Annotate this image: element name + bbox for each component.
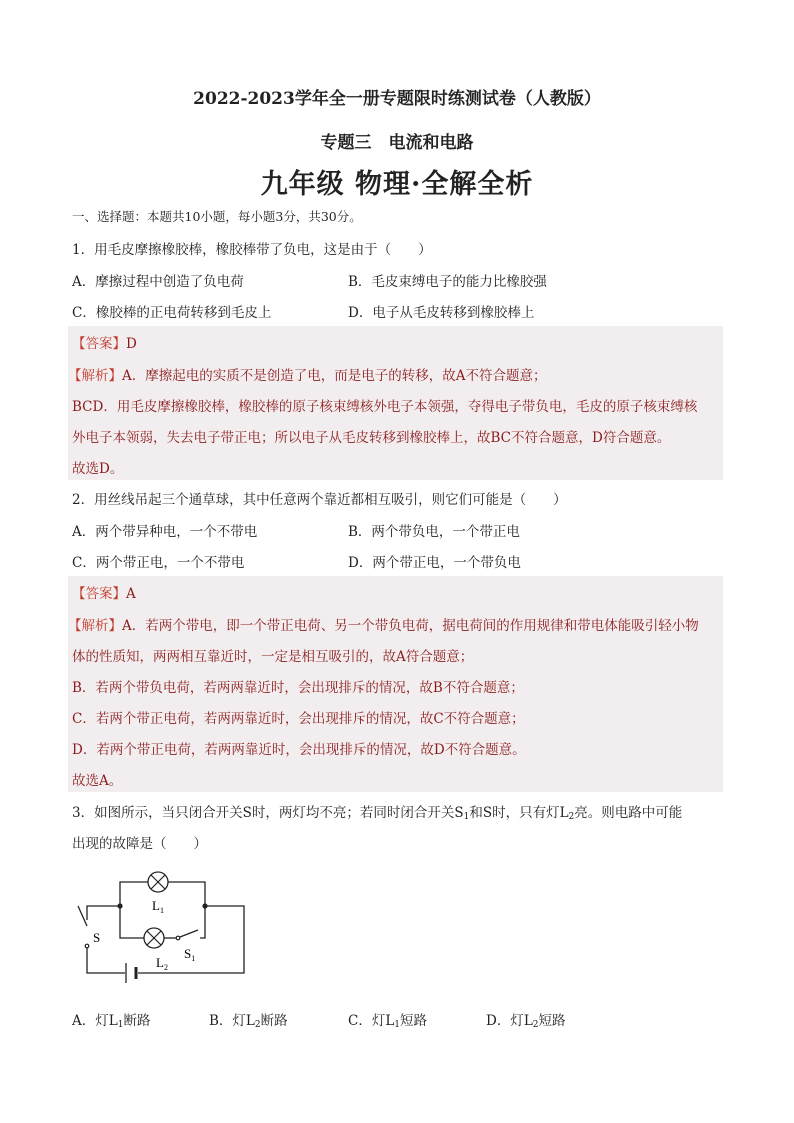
answer-label: 【答案】 xyxy=(72,586,126,602)
q1-option-c: C．橡胶棒的正电荷转移到毛皮上 xyxy=(72,305,272,321)
q2-analysis-line-5: D．若两个带正电荷，若两两靠近时，会出现排斥的情况，故D不符合题意。 xyxy=(72,742,526,758)
q2-analysis-line-6: 故选A。 xyxy=(72,773,123,789)
q1-option-d: D．电子从毛皮转移到橡胶棒上 xyxy=(348,305,535,321)
battery-icon xyxy=(126,963,136,983)
q3-option-d: D．灯$L_2$短路 xyxy=(486,1013,566,1030)
q3-stem-line-2: 出现的故障是（ ） xyxy=(72,836,207,852)
lamp-l1-icon xyxy=(148,872,168,892)
q1-stem: 1．用毛皮摩擦橡胶棒，橡胶棒带了负电，这是由于（ ） xyxy=(72,242,432,258)
circuit-diagram xyxy=(60,862,260,984)
label-l1: $L_1$ xyxy=(152,898,164,915)
q1-option-b: B．毛皮束缚电子的能力比橡胶强 xyxy=(348,274,547,290)
q2-analysis-line-3: B．若两个带负电荷，若两两靠近时，会出现排斥的情况，故B不符合题意； xyxy=(72,680,524,696)
label-s1: $S_1$ xyxy=(184,946,196,963)
section-heading: 一、选择题：本题共10小题，每小题3分，共30分。 xyxy=(72,209,362,224)
answer-label: 【答案】 xyxy=(72,336,126,352)
answer-value: A xyxy=(126,586,136,602)
q3-option-a: A．灯$L_1$断路 xyxy=(72,1013,151,1030)
topic-subtitle: 专题三 电流和电路 xyxy=(320,133,474,153)
exam-title: 2022-2023学年全一册专题限时练测试卷（人教版） xyxy=(193,89,601,109)
q2-option-d: D．两个带正电，一个带负电 xyxy=(348,555,521,571)
q1-analysis-line-1 xyxy=(68,364,547,384)
junction-right xyxy=(202,903,207,908)
q1-analysis-line-2: BCD．用毛皮摩擦橡胶棒，橡胶棒的原子核束缚核外电子本领强，夺得电子带负电，毛皮的原子核束缚核 xyxy=(72,399,698,415)
q1-analysis-line-3: 外电子本领弱，失去电子带正电；所以电子从毛皮转移到橡胶棒上，故BC不符合题意，D符合题意。 xyxy=(72,430,671,446)
main-title: 九年级 物理·全解全析 xyxy=(260,169,534,200)
q1-answer xyxy=(72,332,137,352)
q2-analysis-line-1 xyxy=(68,614,699,634)
analysis-text: A．摩擦起电的实质不是创造了电，而是电子的转移，故A不符合题意； xyxy=(122,368,547,384)
q2-option-a: A．两个带异种电，一个不带电 xyxy=(72,524,258,540)
analysis-label: 【解析】 xyxy=(68,618,122,634)
q3-stem-line-1: 3．如图所示，当只闭合开关S时，两灯均不亮；若同时闭合开关$S_1$和S时，只有灯$L_2$亮。则电路中可能 xyxy=(72,805,683,822)
q3-option-c: C．灯$L_1$短路 xyxy=(348,1013,428,1030)
analysis-label: 【解析】 xyxy=(68,368,122,384)
lamp-l2-icon xyxy=(144,928,164,948)
q2-option-b: B．两个带负电，一个带正电 xyxy=(348,524,520,540)
q2-analysis-line-4: C．若两个带正电荷，若两两靠近时，会出现排斥的情况，故C不符合题意； xyxy=(72,711,525,727)
q2-answer xyxy=(72,582,136,602)
analysis-text: A．若两个带电，即一个带正电荷、另一个带负电荷，据电荷间的作用规律和带电体能吸引轻小物 xyxy=(122,618,699,634)
q2-stem: 2．用丝线吊起三个通草球，其中任意两个靠近都相互吸引，则它们可能是（ ） xyxy=(72,492,567,508)
q1-option-a: A．摩擦过程中创造了负电荷 xyxy=(72,274,244,290)
q3-option-b: B．灯$L_2$断路 xyxy=(209,1013,288,1030)
answer-value: D xyxy=(126,336,137,352)
label-l2: $L_2$ xyxy=(156,955,168,972)
junction-left xyxy=(117,903,122,908)
label-s: S xyxy=(93,930,101,945)
q2-option-c: C．两个带正电，一个不带电 xyxy=(72,555,245,571)
q2-analysis-line-2: 体的性质知，两两相互靠近时，一定是相互吸引的，故A符合题意； xyxy=(72,649,474,665)
q1-analysis-line-4: 故选D。 xyxy=(72,461,124,477)
